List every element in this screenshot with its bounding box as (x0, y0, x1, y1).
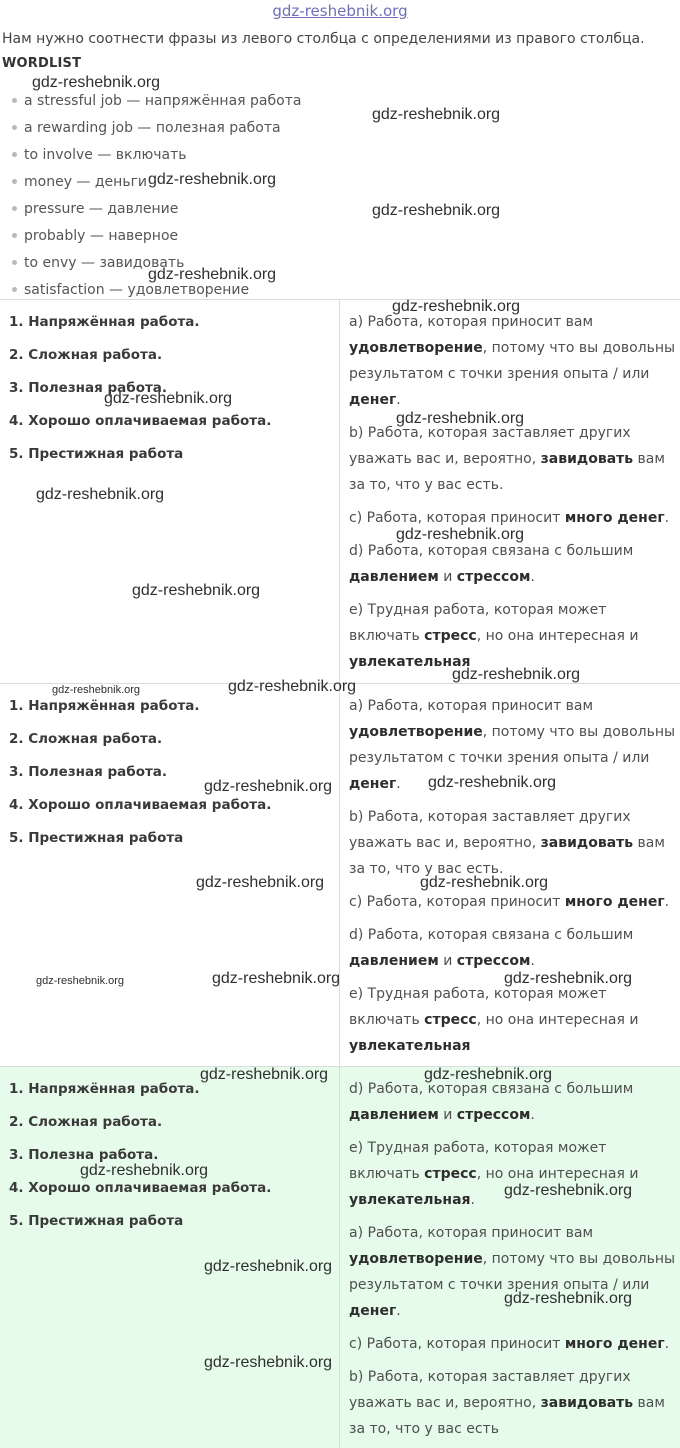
list-item: pressure — давление (12, 196, 301, 223)
watermark: gdz-reshebnik.org (204, 1354, 333, 1371)
watermark: gdz-reshebnik.org (504, 1290, 633, 1307)
definition-line: d) Работа, которая связана с большим (349, 927, 634, 943)
definition-line: уважать вас и, вероятно, завидовать вам (349, 451, 665, 467)
definition-line: b) Работа, которая заставляет других (349, 1369, 631, 1385)
phrase-item: 4. Хорошо оплачиваемая работа. (9, 413, 272, 429)
list-item: a rewarding job — полезная работа (12, 115, 301, 142)
definition-line: включать стресс, но она интересная и (349, 1166, 639, 1182)
definition-line: результатом с точки зрения опыта / или (349, 366, 650, 382)
definition-line: за то, что у вас есть. (349, 861, 504, 877)
watermark: gdz-reshebnik.org (396, 526, 525, 543)
definition-line: денег. (349, 776, 401, 792)
phrase-item: 2. Сложная работа. (9, 1114, 163, 1130)
definition-line: d) Работа, которая связана с большим (349, 543, 634, 559)
watermark: gdz-reshebnik.org (504, 970, 633, 987)
phrase-item: 3. Полезная работа. (9, 380, 168, 396)
definition-line: включать стресс, но она интересная и (349, 628, 639, 644)
watermark: gdz-reshebnik.org (104, 390, 233, 407)
phrase-item: 3. Полезна работа. (9, 1147, 159, 1163)
phrase-item: 5. Престижная работа (9, 1213, 184, 1229)
bullet-icon (12, 98, 17, 103)
definition-line: e) Трудная работа, которая может (349, 1140, 607, 1156)
watermark: gdz-reshebnik.org (372, 106, 501, 123)
watermark: gdz-reshebnik.org (212, 970, 341, 987)
list-item: to envy — завидовать (12, 250, 301, 277)
definition-line: включать стресс, но она интересная и (349, 1012, 639, 1028)
bullet-icon (12, 152, 17, 157)
definition-line: а) Работа, которая приносит вам (349, 1225, 594, 1241)
list-item: probably — наверное (12, 223, 301, 250)
definition-line: за то, что у вас есть. (349, 477, 504, 493)
watermark: gdz-reshebnik.org (200, 1066, 329, 1083)
definition-line: удовлетворение, потому что вы довольны (349, 340, 676, 356)
watermark: gdz-reshebnik.org (452, 666, 581, 683)
definition-line: удовлетворение, потому что вы довольны (349, 1251, 676, 1267)
watermark: gdz-reshebnik.org (204, 1258, 333, 1275)
bullet-icon (12, 287, 17, 292)
definition-line: увлекательная. (349, 1192, 475, 1208)
answer-table (0, 1066, 680, 1448)
definition-line: денег. (349, 1303, 401, 1319)
watermark: gdz-reshebnik.org (420, 874, 549, 891)
definition-line: удовлетворение, потому что вы довольны (349, 724, 676, 740)
watermark: gdz-reshebnik.org (396, 410, 525, 427)
watermark: gdz-reshebnik.org (36, 975, 125, 987)
watermark: gdz-reshebnik.org (52, 684, 141, 696)
phrase-item: 5. Престижная работа (9, 446, 184, 462)
definition-line: давлением и стрессом. (349, 1107, 535, 1123)
watermark: gdz-reshebnik.org (32, 74, 161, 91)
watermark: gdz-reshebnik.org (148, 171, 277, 188)
watermark: gdz-reshebnik.org (228, 678, 357, 695)
site-title-link[interactable]: gdz-reshebnik.org (272, 2, 408, 20)
watermark: gdz-reshebnik.org (392, 298, 521, 315)
phrase-item: 4. Хорошо оплачиваемая работа. (9, 797, 272, 813)
right-column (341, 300, 680, 683)
phrase-item: 1. Напряжённая работа. (9, 314, 200, 330)
watermark: gdz-reshebnik.org (36, 486, 165, 503)
bullet-icon (12, 125, 17, 130)
watermark: gdz-reshebnik.org (428, 774, 557, 791)
definition-line: e) Трудная работа, которая может (349, 602, 607, 618)
definition-line: давлением и стрессом. (349, 569, 535, 585)
definition-line: результатом с точки зрения опыта / или (349, 750, 650, 766)
definition-line: увлекательная (349, 1038, 471, 1054)
definition-line: b) Работа, которая заставляет других (349, 425, 631, 441)
list-item: to involve — включать (12, 142, 301, 169)
watermark: gdz-reshebnik.org (132, 582, 261, 599)
watermark: gdz-reshebnik.org (204, 778, 333, 795)
definition-line: а) Работа, которая приносит вам (349, 314, 594, 330)
definition-line: c) Работа, которая приносит много денег. (349, 1336, 670, 1352)
bullet-icon (12, 260, 17, 265)
definition-line: а) Работа, которая приносит вам (349, 698, 594, 714)
definition-line: c) Работа, которая приносит много денег. (349, 510, 670, 526)
watermark: gdz-reshebnik.org (196, 874, 325, 891)
definition-line: b) Работа, которая заставляет других (349, 809, 631, 825)
definition-line: d) Работа, которая связана с большим (349, 1081, 634, 1097)
list-item: satisfaction — удовлетворение (12, 277, 301, 304)
bullet-icon (12, 233, 17, 238)
phrase-item: 2. Сложная работа. (9, 731, 163, 747)
phrase-item: 2. Сложная работа. (9, 347, 163, 363)
wordlist-heading: WORDLIST (2, 56, 82, 71)
watermark: gdz-reshebnik.org (372, 202, 501, 219)
list-item: a stressful job — напряжённая работа (12, 88, 301, 115)
phrase-item: 4. Хорошо оплачиваемая работа. (9, 1180, 272, 1196)
watermark: gdz-reshebnik.org (424, 1066, 553, 1083)
definition-line: уважать вас и, вероятно, завидовать вам (349, 1395, 665, 1411)
right-column (341, 1067, 680, 1448)
definition-line: c) Работа, которая приносит много денег. (349, 894, 670, 910)
bullet-icon (12, 206, 17, 211)
definition-line: давлением и стрессом. (349, 953, 535, 969)
bullet-icon (12, 179, 17, 184)
watermark: gdz-reshebnik.org (148, 266, 277, 283)
definition-line: денег. (349, 392, 401, 408)
definition-line: за то, что у вас есть (349, 1421, 499, 1437)
matching-table-2 (0, 683, 680, 1066)
watermark: gdz-reshebnik.org (504, 1182, 633, 1199)
phrase-item: 5. Престижная работа (9, 830, 184, 846)
definition-line: уважать вас и, вероятно, завидовать вам (349, 835, 665, 851)
task-intro: Нам нужно соотнести фразы из левого столбца с определениями из правого столбца. (2, 31, 645, 47)
watermark: gdz-reshebnik.org (80, 1162, 209, 1179)
phrase-item: 1. Напряжённая работа. (9, 1081, 200, 1097)
phrase-item: 1. Напряжённая работа. (9, 698, 200, 714)
definition-line: увлекательная (349, 654, 471, 670)
definition-line: e) Трудная работа, которая может (349, 986, 607, 1002)
phrase-item: 3. Полезная работа. (9, 764, 168, 780)
definition-line: результатом с точки зрения опыта / или (349, 1277, 650, 1293)
list-item: money — деньги (12, 169, 301, 196)
